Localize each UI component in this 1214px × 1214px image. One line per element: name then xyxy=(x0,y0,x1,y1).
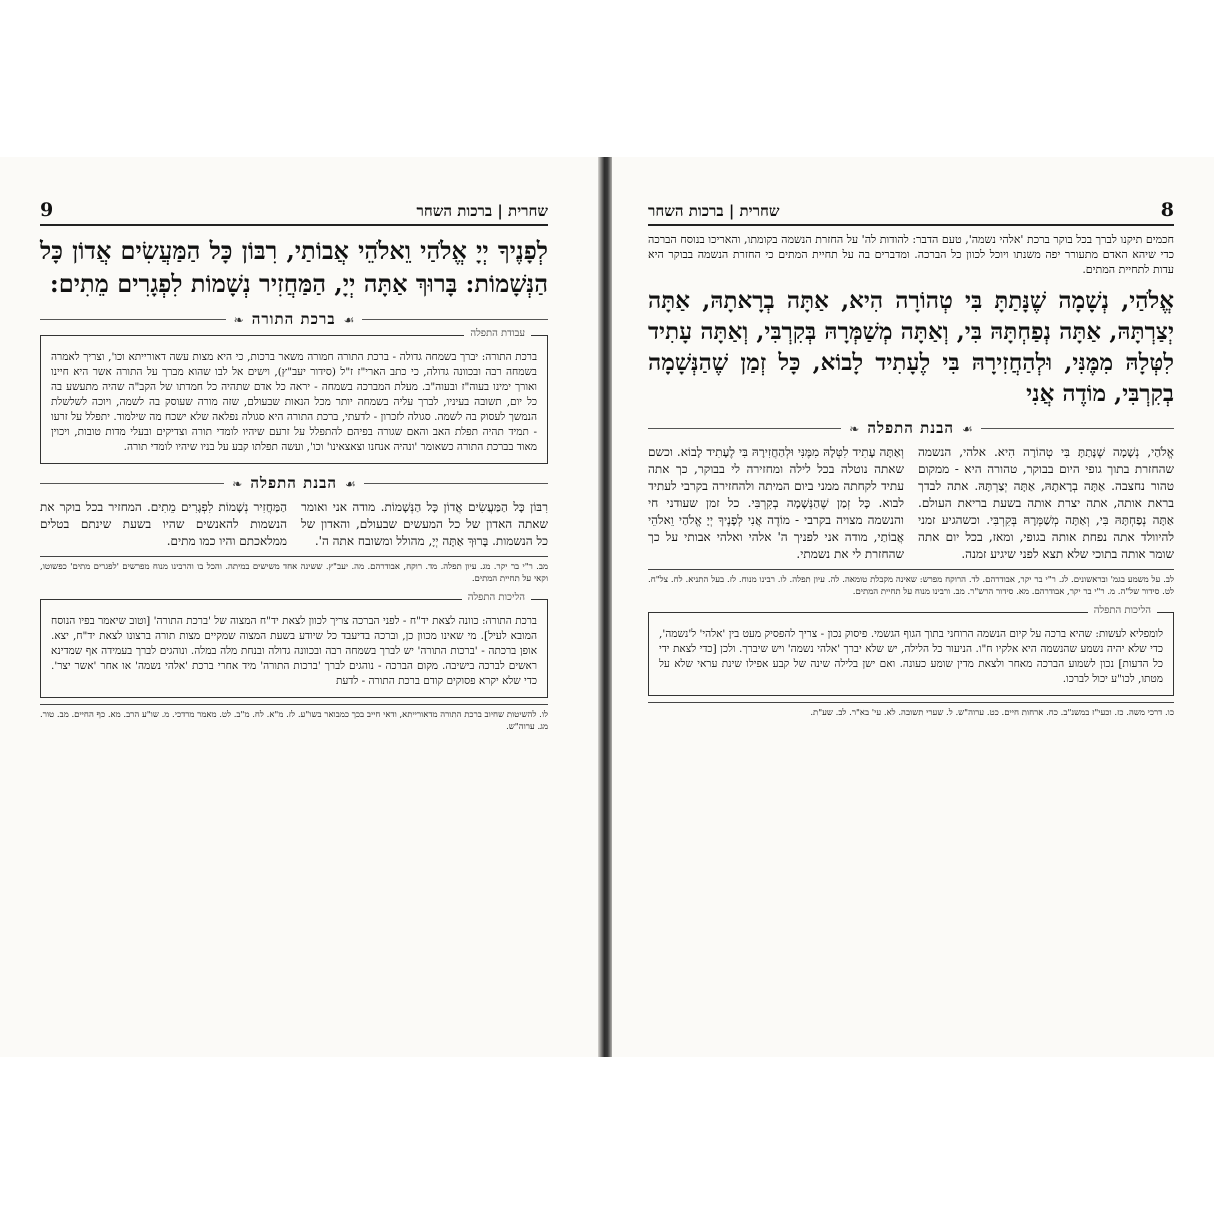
commentary-column-left: הַמַּחֲזִיר נְשָׁמוֹת לִפְגָרִים מֵתִים. המחזיר בכל בוקר את הנשמות להאנשים שהיו בשעת שינתם בטלים ממלאכתם והיו כמו מתים. xyxy=(40,500,287,548)
footnotes: לו. להשיטות שחיוב ברכת התורה מדאורייתא, ודאי חייב בכך כמבואר בשו"ע. לז. מ"א. לח. מ"ב. לט. מאמר מרדכי. מ. שו"ע הרב. מא. כף החיים. מב. טור. מג. ערוה"ש. xyxy=(40,704,548,733)
section-heading xyxy=(648,419,1174,438)
box-label: הליכות התפלה xyxy=(1088,605,1157,616)
ornament-icon: ❧ xyxy=(233,312,244,327)
ornament-icon: ❧ xyxy=(232,476,243,491)
intro-text: חכמים תיקנו לברך בכל בוקר ברכת 'אלהי נשמה', טעם הדבר: להודות לה' על החזרת הנשמה בקומתו, והאריכו בנוסח הברכה כדי שיהא האדם מתעורר יפה משנתו ויוכל לכוון כל הברכה. ומדברים בה על תחיית המתים כי החזרת הנשמה בבוקר היא עדות לתחיית המתים. xyxy=(648,233,1174,276)
running-head: שחרית | ברכות השחר xyxy=(648,202,780,220)
ornament-icon: ❧ xyxy=(849,421,860,436)
prayer-text: לְפָנֶיךָ יְיָ אֱלֹהַי וֵאלֹהֵי אֲבוֹתַי, רִבּוֹן כָּל הַמַּעֲשִׂים אֲדוֹן כָּל הַנְּשָׁמוֹת: בָּרוּךְ אַתָּה יְיָ, הַמַּחֲזִיר נְשָׁמוֹת לִפְגָרִים מֵתִים: xyxy=(40,236,548,298)
ornament-icon: ☙ xyxy=(343,312,355,327)
page-number: 8 xyxy=(1160,199,1174,221)
ornament-icon: ☙ xyxy=(962,421,973,436)
page-number: 9 xyxy=(40,199,54,221)
section-heading xyxy=(40,474,548,493)
commentary-column-right: רִבּוֹן כָּל הַמַּעֲשִׂים אֲדוֹן כָּל הַנְּשָׁמוֹת. מודה אני ואומר שאתה האדון של כל המעשים שבעולם, והאדון של כל הנשמות. בָּרוּךְ אַתָּה יְיָ, מהולל ומשובח אתה ה'. xyxy=(301,500,548,548)
section-heading xyxy=(40,310,548,329)
footnotes: לב. על משמע בגמ' ובראשונים. לג. ר"י בר יקר, אבודרהם. לד. הרוקח מפרש: שאינה מקבלת טומאה. לה. עיון תפלה. לו. רבינו מנוח. לז. בעל התניא. לח. צל"ח. לט. סידור של"ה. מ. ר"י בר יקר, אבודרהם. מא. סידור הרש"ר. מב. ורבינו מנוח על תחיית המתים. xyxy=(648,569,1174,598)
halachot-box xyxy=(40,592,548,698)
commentary-box xyxy=(40,328,548,464)
box-label: עבודת התפלה xyxy=(464,328,531,339)
section-title: ברכת התורה xyxy=(251,310,336,328)
halachot-box xyxy=(648,605,1174,696)
right-page xyxy=(612,157,1214,1057)
section-title: הבנת התפלה xyxy=(250,474,337,492)
commentary-column-left: וְאַתָּה עָתִיד לִטְּלָהּ מִמֶּנִּי וּלְהַחֲזִירָהּ בִּי לֶעָתִיד לָבוֹא. וכשם שאתה נוטלה בכל לילה ומחזירה לי בבוקר, כך אתה עתיד לקחתה ממני ביום המיתה ולהחזירה בקרבי לעתיד לבוא. כָּל זְמַן שֶׁהַנְּשָׁמָה בְקִרְבִּי. כל זמן שעודני חי והנשמה מצויה בקרבי - מוֹדֶה אֲנִי לְפָנֶיךָ יְיָ אֱלֹהַי וֵאלֹהֵי אֲבוֹתַי, מודה אני לפניך ה' אלהי ואלהי אבותי על כך שהחזרת לי את נשמתי. xyxy=(648,445,904,561)
two-column-commentary xyxy=(648,444,1174,563)
footnotes: מב. ר"י בר יקר. מג. עיון תפלה. מד. רוקח, אבודרהם. מה. יעב"ץ. ששינה אחד משישים במיתה. והכל בו והרבינו מנוח מפרשים 'לפגרים מתים' כפשוטו, וקאי על תחיית המתים. xyxy=(40,556,548,585)
footnotes: כו. דרכי משה. כז. וכעי"ז במשנ"ב. כח. ארחות חיים. כט. ערוה"ש. ל. שערי תשובה. לא. עי' בא"ר. לב. שע"ת. xyxy=(648,702,1174,719)
running-head: שחרית | ברכות השחר xyxy=(416,202,548,220)
box-label: הליכות התפלה xyxy=(462,592,531,603)
section-title: הבנת התפלה xyxy=(867,419,954,437)
left-page-header xyxy=(40,195,548,226)
box-text: לומפליא לעשות: שהיא ברכה על קיום הנשמה הרוחני בתוך הגוף הגשמי. פיסוק נכון - צריך להפסיק מעט בין 'אלהי' ל'נשמה', כדי שלא יהיה נשמע שהנשמה היא אלקיו ח"ו. הניעור כל הלילה, יש שלא יברך 'אלהי נשמה' ויש שיברך. ולכן [כדי לצאת ידי כל הדעות] נכון לשמוע הברכה מאחר ולצאת מדין שומע כעונה. ואם ישן בלילה שינה של קבע אפילו שינת עראי שלא על מטתו, לכו"ע יכול לברכו. xyxy=(659,628,1163,685)
right-page-header xyxy=(648,195,1174,226)
left-page xyxy=(0,157,600,1057)
book-spread xyxy=(0,157,1214,1057)
two-column-commentary xyxy=(40,499,548,550)
prayer-text: אֱלֹהַי, נְשָׁמָה שֶׁנָּתַתָּ בִּי טְהוֹרָה הִיא, אַתָּה בְרָאתָהּ, אַתָּה יְצַרְתָּהּ, אַתָּה נְפַחְתָּהּ בִּי, וְאַתָּה מְשַׁמְּרָהּ בְּקִרְבִּי, וְאַתָּה עָתִיד לִטְּלָהּ מִמֶּנִּי, וּלְהַחֲזִירָהּ בִּי לֶעָתִיד לָבוֹא, כָּל זְמַן שֶׁהַנְּשָׁמָה בְקִרְבִּי, מוֹדֶה אֲנִי xyxy=(648,287,1174,407)
ornament-icon: ☙ xyxy=(345,476,356,491)
commentary-column-right: אֱלֹהַי, נְשָׁמָה שֶׁנָּתַתָּ בִּי טְהוֹרָה הִיא. אלהי, הנשמה שהחזרת בתוך גופי היום בבוקר, טהורה היא - ממקום טהור נחצבה. אַתָּה בְרָאתָהּ, אַתָּה יְצַרְתָּהּ. אתה לבדך בראת אותה, אתה יצרת אותה בשעת בריאת העולם. אַתָּה נְפַחְתָּהּ בִּי, וְאַתָּה מְשַׁמְּרָהּ בְּקִרְבִּי. וכשהגיע זמני להיוולד אתה נפחת אותה בגופי, ומאז, בכל יום אתה שומר אותה בתוכי שלא תצא לפני שיגיע זמנה. xyxy=(918,445,1174,561)
box-text: ברכת התורה: יברך בשמחה גדולה - ברכת התורה חמורה משאר ברכות, כי היא מצות עשה דאורייתא וכו', וצריך לאמרה בשמחה רבה ובכוונה גדולה, כי כתב הארי"ז ז"ל (סידור יעב"ץ), וישים אל לבו שהוא מברך על התורה אשר היא חיינו ואורך ימינו בעוה"ז ובעוה"ב. מעלת המברכה בשמחה - יראה כל אדם שתהיה כל חמדתו של הקב"ה שהיה מתעשע בה כל יום, תשובה בעיניו, לברך עליה בשמחה יותר מכל הנאות שבעולם, שזה מורה שעוסק בה לשמה, ויוכה לשלשלת הנמשך לעסוק בה לשמה. סגולה לזכרון - לדעתי, ברכת התורה היא סגולה נפלאה שלא ישכח מה שילמוד. יתפלל על זרעו - תמיד תהיה תפלת האב והאם שגורה בפיהם להתפלל על זרעם שיהיו לומדי תורה וצדיקים ובעלי מדות טובות, ויכוין מאוד בברכת התורה כשאומר 'ונהיה אנחנו וצאצאינו' וכו', ועשה תפלתו קבע על בניו שיהיו לומדי תורה. xyxy=(51,351,537,453)
box-text: ברכת התורה: כוונה לצאת יד"ח - לפני הברכה צריך לכוון לצאת יד"ח המצוה של 'ברכת התורה' [וטוב שיאמר בפיו הנוסח המובא לעיל]. מי שאינו מכוון כן, וברכה בדיעבד כל שיודע בשעת המצוה שמקיים מצות תורה ברצונו לצאת יד"ח, יצא. אופן ברכתה - 'ברכות התורה' יש לברך בשמחה רבה ובכוונה גדולה ובנחת מלה במלה. ונוהגים לברך בעמידה אף שמדינא ראשים לברכה בישיבה. מקום הברכה - נוהגים לברך 'ברכות התורה' מיד אחרי ברכת 'אלהי נשמה' או אחר 'אשר יצר'. כדי שלא יקרא פסוקים קודם ברכת התורה - לדעת xyxy=(51,615,537,687)
